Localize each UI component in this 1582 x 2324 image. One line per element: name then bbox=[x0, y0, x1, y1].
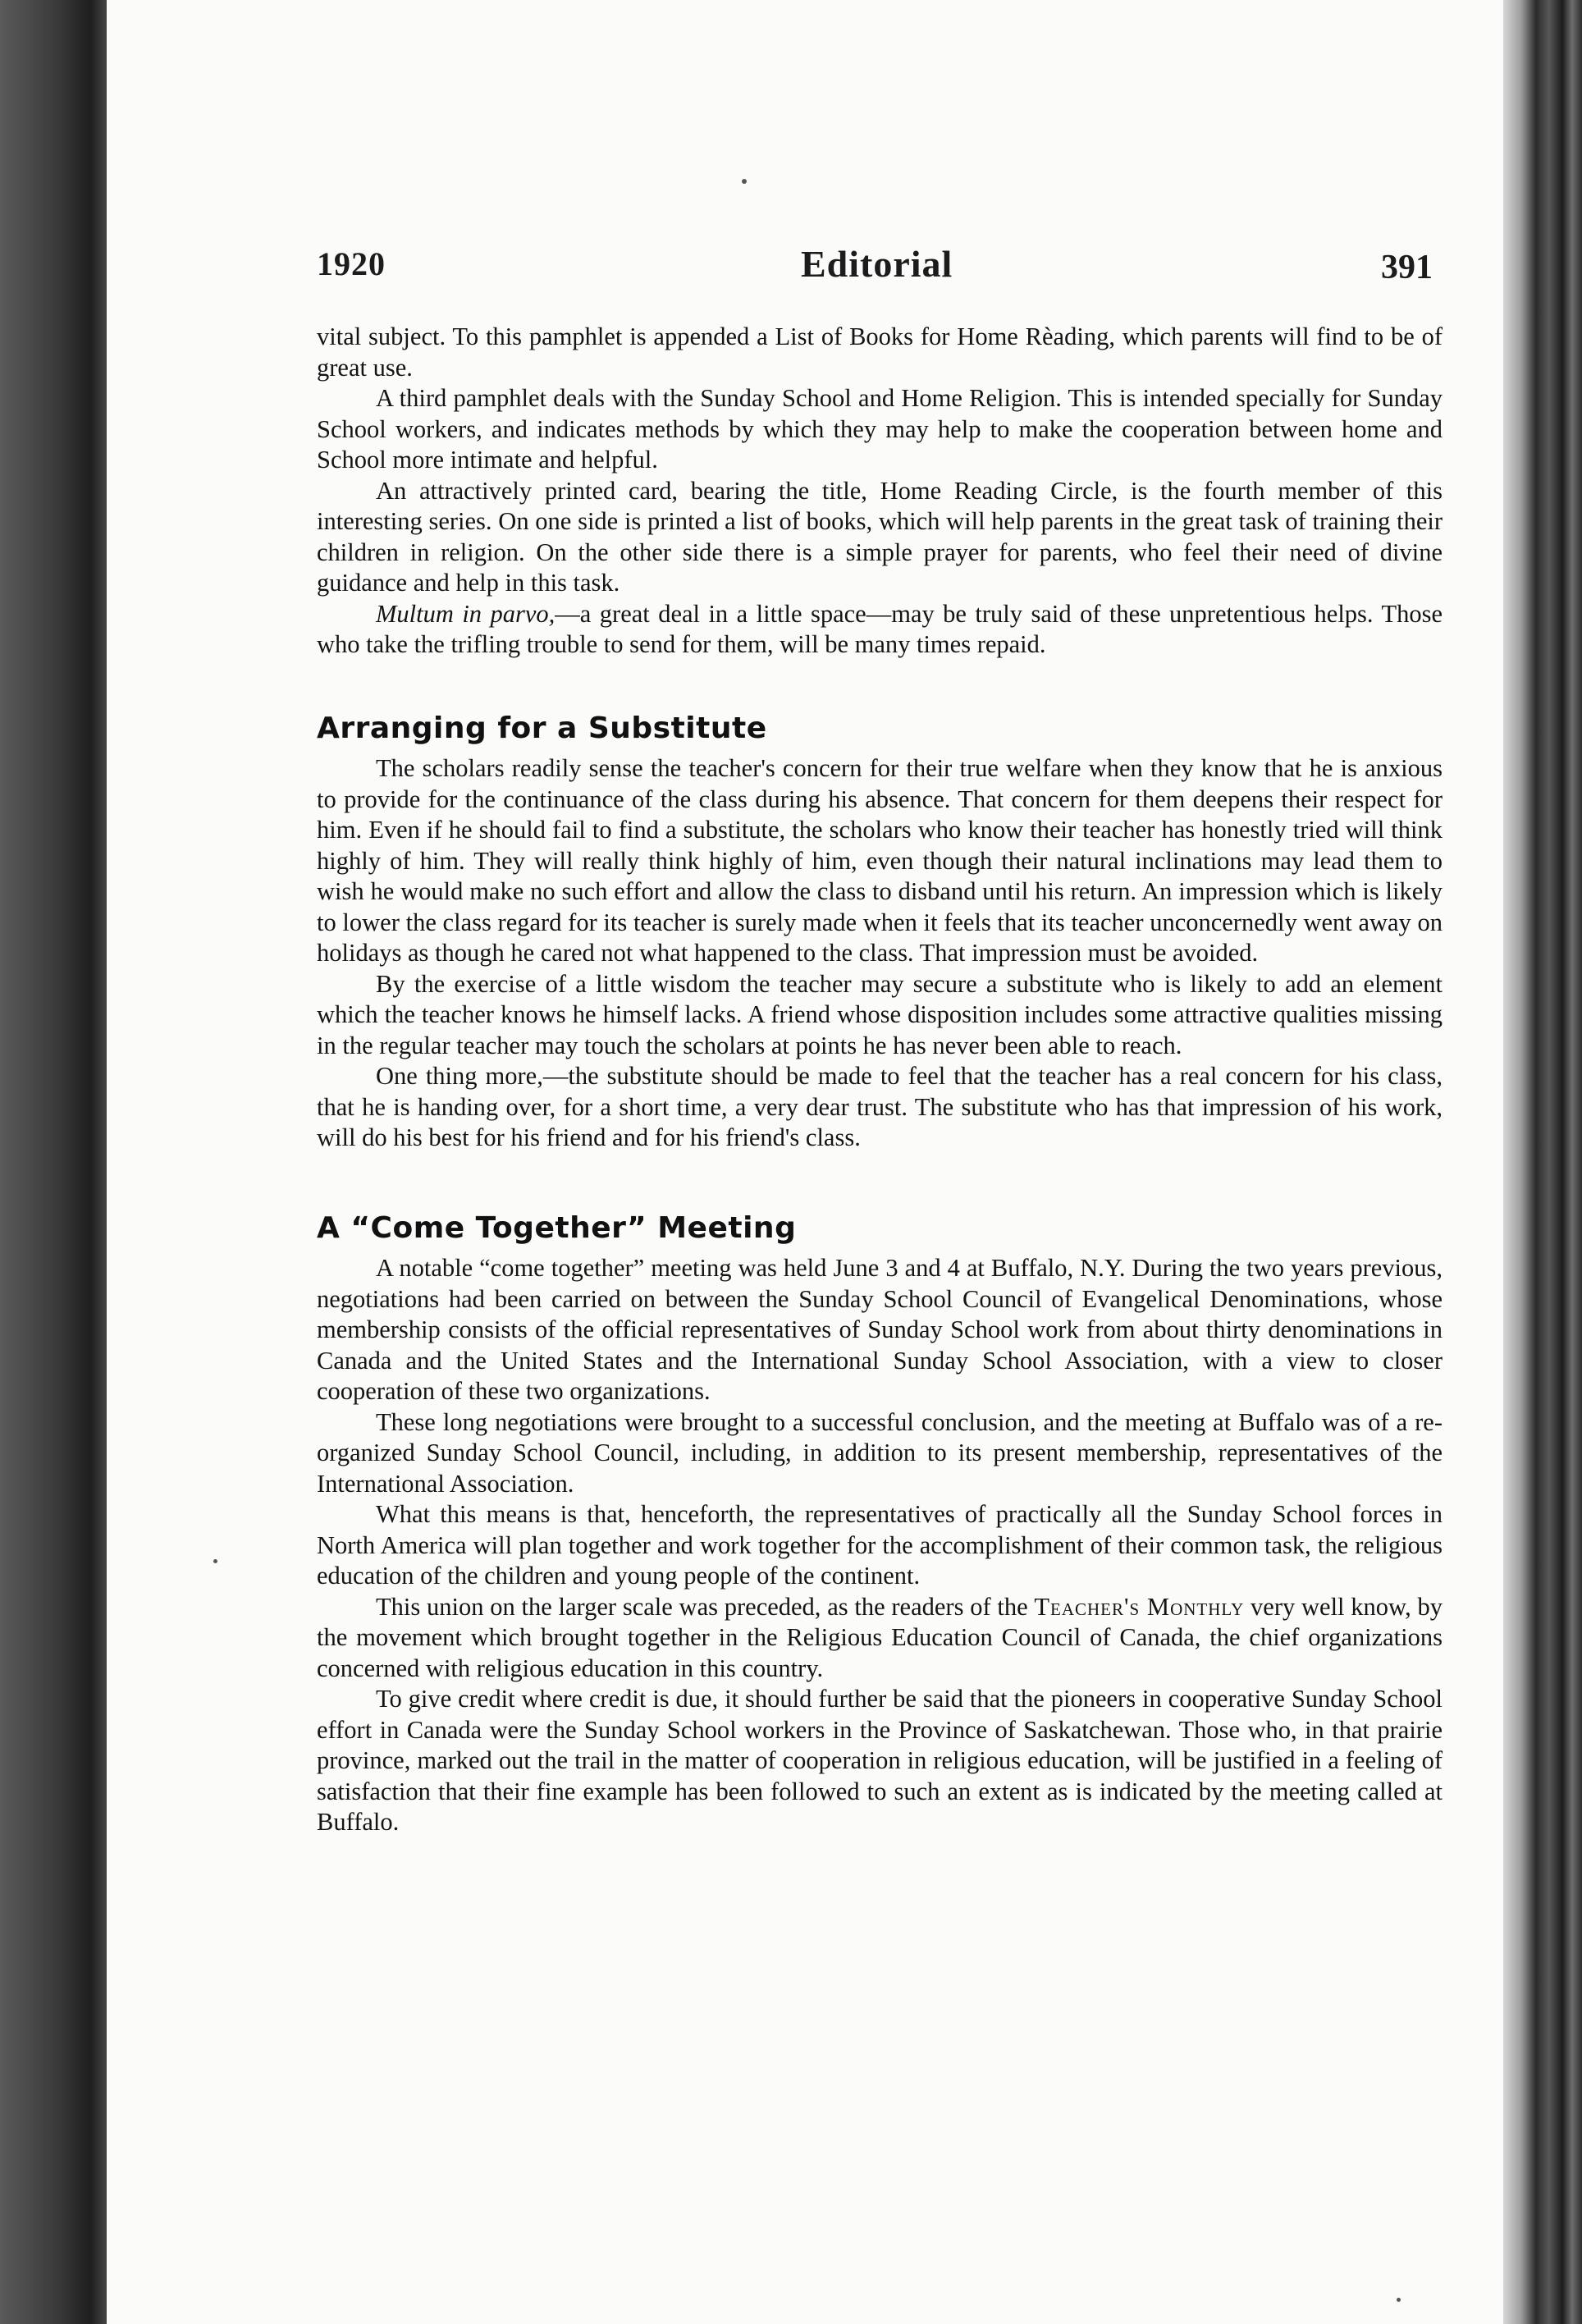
page-body bbox=[317, 322, 1443, 1838]
union-text-after: very well know, by the movement which brought together in the Religious Education Council of Canada, the chief organizations concerned with religious education in this country. bbox=[317, 1592, 1443, 1682]
paragraph: By the exercise of a little wisdom the teacher may secure a substitute who is likely to add an element which the teacher knows he himself lacks. A friend whose disposition includes some attractive qualities missing in the regular teacher may touch the scholars at points he has never been able to reach. bbox=[317, 969, 1443, 1059]
continued-paragraph: vital subject. To this pamphlet is appended a List of Books for Home Rèading, which parents will find to be of great use. bbox=[317, 323, 1443, 382]
paragraph: An attractively printed card, bearing the title, Home Reading Circle, is the fourth member of this interesting series. On one side is printed a list of books, which will help parents in the great task of training their children in religion. On the other side there is a simple prayer for parents, who feel their need of divine guidance and help in this task. bbox=[317, 476, 1443, 597]
ink-speck bbox=[213, 1559, 217, 1563]
union-paragraph bbox=[317, 1592, 1443, 1685]
ink-speck bbox=[1397, 2298, 1401, 2302]
paragraph: A third pamphlet deals with the Sunday School and Home Religion. This is intended specially for Sunday School workers, and indicates methods by which they may help to make the cooperation between home and School more intimate and helpful. bbox=[317, 384, 1443, 473]
paragraph: To give credit where credit is due, it should further be said that the pioneers in cooperative Sunday School effort in Canada were the Sunday School workers in the Province of Saskatchewan. Those who, in that prairie province, marked out the trail in the matter of cooperation in religious education, will be justified in a feeling of satisfaction that their fine example has been followed to such an extent as is indicated by the meeting called at Buffalo. bbox=[317, 1685, 1443, 1836]
running-head-title: Editorial bbox=[801, 243, 953, 285]
ink-speck bbox=[742, 179, 747, 184]
book-edge-right bbox=[1503, 0, 1582, 2324]
paragraph: These long negotiations were brought to a successful conclusion, and the meeting at Buffalo was of a re-organized Sunday School Council, including, in addition to its present membership, representatives of the International Association. bbox=[317, 1407, 1443, 1498]
scanner-backdrop-left bbox=[0, 0, 107, 2324]
section-heading-meeting: A “Come Together” Meeting bbox=[317, 1210, 797, 1245]
paragraph: One thing more,—the substitute should be made to feel that the teacher has a real concern for his class, that he is handing over, for a short time, a very dear trust. The substitute who has that impression of his work, will do his best for his friend and for his friend's class. bbox=[317, 1062, 1443, 1151]
journal-title: Teacher's Monthly bbox=[1034, 1592, 1245, 1621]
latin-phrase: Multum in parvo, bbox=[376, 599, 556, 628]
union-text-before: This union on the larger scale was preceded, as the readers of the bbox=[376, 1592, 1035, 1621]
paragraph: A notable “come together” meeting was held June 3 and 4 at Buffalo, N.Y. During the two years previous, negotiations had been carried on between the Sunday School Council of Evangelical Denominations, whose membership consists of the official representatives of Sunday School work from about thirty denominations in Canada and the United States and the International Sunday School Association, with a view to closer cooperation of these two organizations. bbox=[317, 1254, 1443, 1405]
running-head-year: 1920 bbox=[317, 245, 386, 282]
paragraph: What this means is that, henceforth, the representatives of practically all the Sunday School forces in North America will plan together and work together for the accomplishment of their common task, the religious education of the children and young people of the continent. bbox=[317, 1500, 1443, 1590]
paragraph: The scholars readily sense the teacher's concern for their true welfare when they know that he is anxious to provide for the continuance of the class during his absence. That concern for them deepens their respect for him. Even if he should fail to find a substitute, the scholars who know their teacher has honestly tried will think highly of him. They will really think highly of him, even though their natural inclinations may lead them to wish he would make no such effort and allow the class to disband until his return. An impression which is likely to lower the class regard for its teacher is surely made when it feels that its teacher unconcernedly went away on holidays as though he cared not what happened to the class. That impression must be avoided. bbox=[317, 754, 1443, 967]
running-head bbox=[317, 240, 1433, 289]
multum-paragraph bbox=[317, 599, 1443, 661]
section-heading-substitute: Arranging for a Substitute bbox=[317, 711, 767, 745]
page-number: 391 bbox=[1381, 249, 1433, 286]
multum-text: —a great deal in a little space—may be truly said of these unpretentious helps. Those who take the trifling trouble to send for them, will be many times repaid. bbox=[317, 599, 1443, 658]
